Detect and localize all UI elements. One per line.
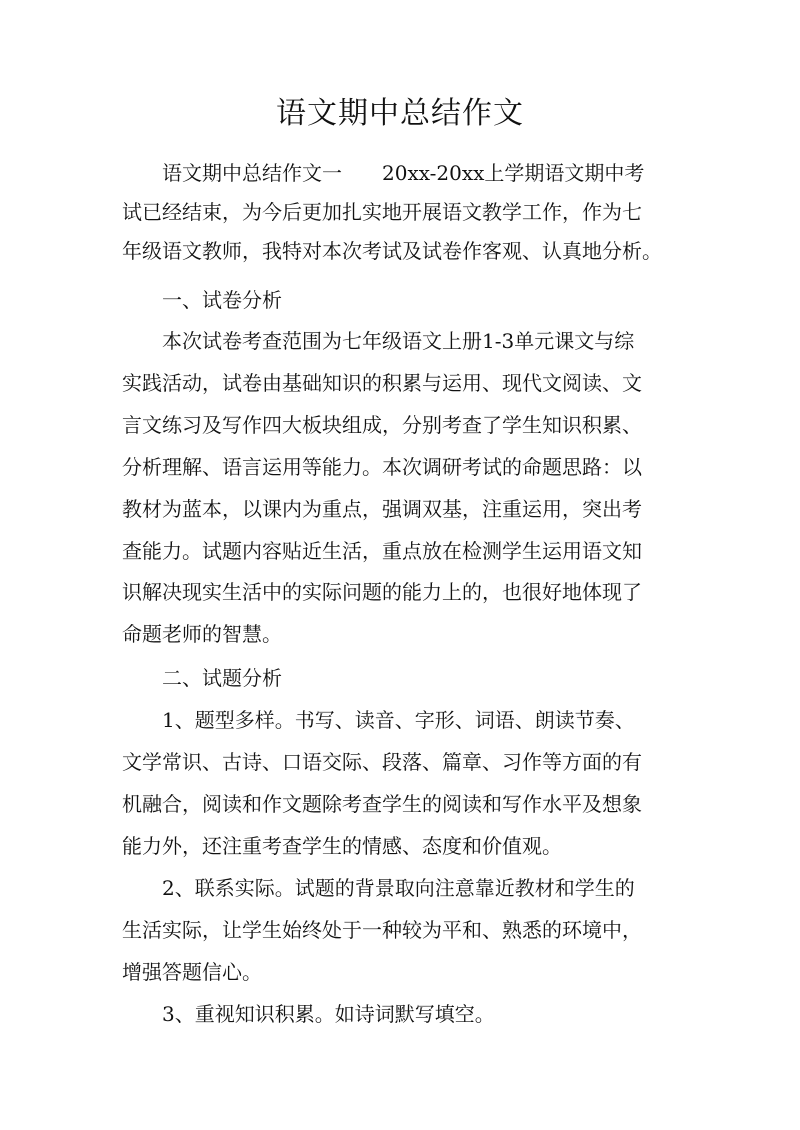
paragraph-line: 语文期中总结作文一 20xx-20xx上学期语文期中考	[162, 161, 645, 185]
section-heading: 一、试卷分析	[162, 288, 282, 312]
paragraph-line: 教材为蓝本，以课内为重点，强调双基，注重运用，突出考	[122, 497, 642, 521]
paragraph-line: 实践活动，试卷由基础知识的积累与运用、现代文阅读、文	[122, 371, 642, 395]
paragraph-line: 命题老师的智慧。	[122, 622, 282, 646]
section-heading: 二、试题分析	[162, 666, 282, 690]
paragraph-line: 增强答题信心。	[122, 960, 262, 984]
paragraph-line: 言文练习及写作四大板块组成，分别考查了学生知识积累、	[122, 413, 642, 437]
paragraph-line: 查能力。试题内容贴近生活，重点放在检测学生运用语文知	[122, 539, 642, 563]
document-title: 语文期中总结作文	[276, 96, 524, 131]
paragraph-line: 本次试卷考查范围为七年级语文上册1-3单元课文与综	[162, 329, 635, 353]
paragraph-line: 分析理解、语言运用等能力。本次调研考试的命题思路：以	[122, 455, 642, 479]
paragraph-line: 生活实际，让学生始终处于一种较为平和、熟悉的环境中，	[122, 918, 642, 942]
paragraph-line: 试已经结束，为今后更加扎实地开展语文教学工作，作为七	[122, 200, 642, 224]
paragraph-line: 2、联系实际。试题的背景取向注意靠近教材和学生的	[162, 876, 635, 900]
paragraph-line: 1、题型多样。书写、读音、字形、词语、朗读节奏、	[162, 708, 635, 732]
paragraph-line: 文学常识、古诗、口语交际、段落、篇章、习作等方面的有	[122, 750, 642, 774]
paragraph-line: 识解决现实生活中的实际问题的能力上的，也很好地体现了	[122, 580, 642, 604]
paragraph-line: 年级语文教师，我特对本次考试及试卷作客观、认真地分析。	[122, 239, 662, 263]
paragraph-line: 能力外，还注重考查学生的情感、态度和价值观。	[122, 834, 562, 858]
paragraph-line: 3、重视知识积累。如诗词默写填空。	[162, 1002, 495, 1026]
paragraph-line: 机融合，阅读和作文题除考查学生的阅读和写作水平及想象	[122, 792, 642, 816]
